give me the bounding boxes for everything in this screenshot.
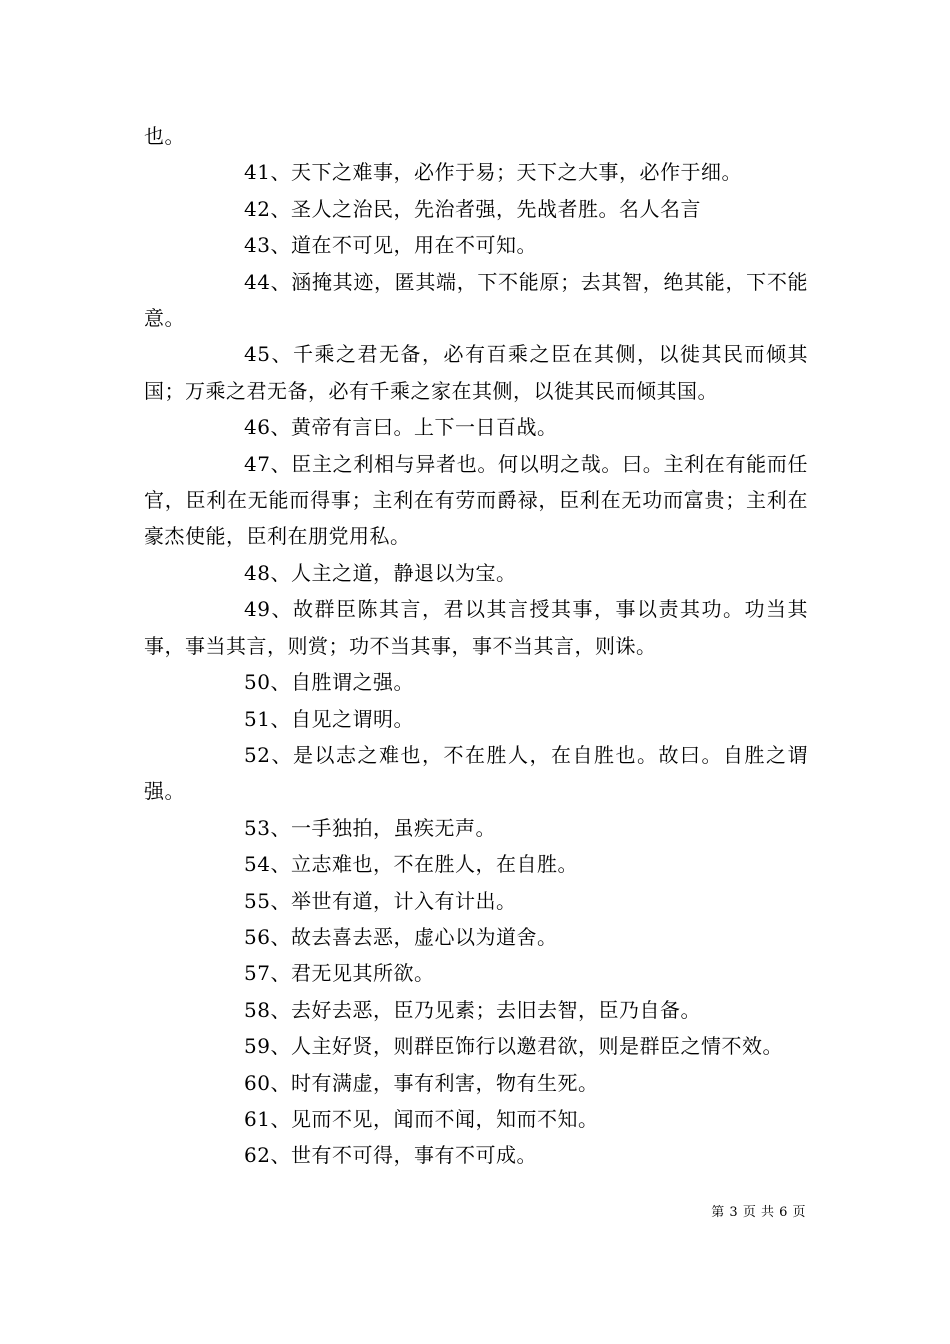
- paragraph: 42、圣人之治民，先治者强，先战者胜。名人名言: [244, 196, 701, 221]
- paragraph: 52、是以志之难也，不在胜人，在自胜也。故曰。自胜之谓强。: [144, 742, 808, 804]
- paragraph: 50、自胜谓之强。: [244, 670, 414, 695]
- paragraph: 60、时有满虚，事有利害，物有生死。: [244, 1070, 599, 1095]
- paragraph: 61、见而不见，闻而不闻，知而不知。: [244, 1106, 599, 1131]
- paragraph: 44、涵掩其迹，匿其端，下不能原；去其智，绝其能，下不能意。: [144, 269, 808, 331]
- paragraph: 54、立志难也，不在胜人，在自胜。: [244, 852, 578, 877]
- paragraph: 56、故去喜去恶，虚心以为道舍。: [244, 924, 558, 949]
- paragraph: 58、去好去恶，臣乃见素；去旧去智，臣乃自备。: [244, 997, 701, 1022]
- paragraph: 53、一手独拍，虽疾无声。: [244, 815, 496, 840]
- paragraph: 51、自见之谓明。: [244, 706, 414, 731]
- paragraph: 43、道在不可见，用在不可知。: [244, 233, 537, 258]
- paragraph: 55、举世有道，计入有计出。: [244, 888, 517, 913]
- paragraph: 59、人主好贤，则群臣饰行以邀君欲，则是群臣之情不效。: [244, 1034, 783, 1059]
- paragraph: 49、故群臣陈其言，君以其言授其事，事以责其功。功当其事，事当其言，则赏；功不当其事，事不当其言，则诛。: [144, 597, 808, 658]
- paragraph: 45、千乘之君无备，必有百乘之臣在其侧，以徙其民而倾其国；万乘之君无备，必有千乘之家在其侧，以徙其民而倾其国。: [144, 342, 808, 403]
- paragraph: 47、臣主之利相与异者也。何以明之哉。曰。主利在有能而任官，臣利在无能而得事；主利在有劳而爵禄，臣利在无功而富贵；主利在豪杰使能，臣利在朋党用私。: [144, 451, 808, 549]
- paragraph: 57、君无见其所欲。: [244, 961, 435, 986]
- document-body: [144, 118, 808, 1174]
- paragraph: 62、世有不可得，事有不可成。: [244, 1143, 537, 1168]
- page-number-footer: 第 3 页 共 6 页: [711, 1205, 806, 1220]
- paragraph: 46、黄帝有言曰。上下一日百战。: [244, 415, 558, 440]
- paragraph: 也。: [144, 124, 185, 148]
- paragraph: 48、人主之道，静退以为宝。: [244, 560, 517, 585]
- paragraph: 41、天下之难事，必作于易；天下之大事，必作于细。: [244, 160, 742, 185]
